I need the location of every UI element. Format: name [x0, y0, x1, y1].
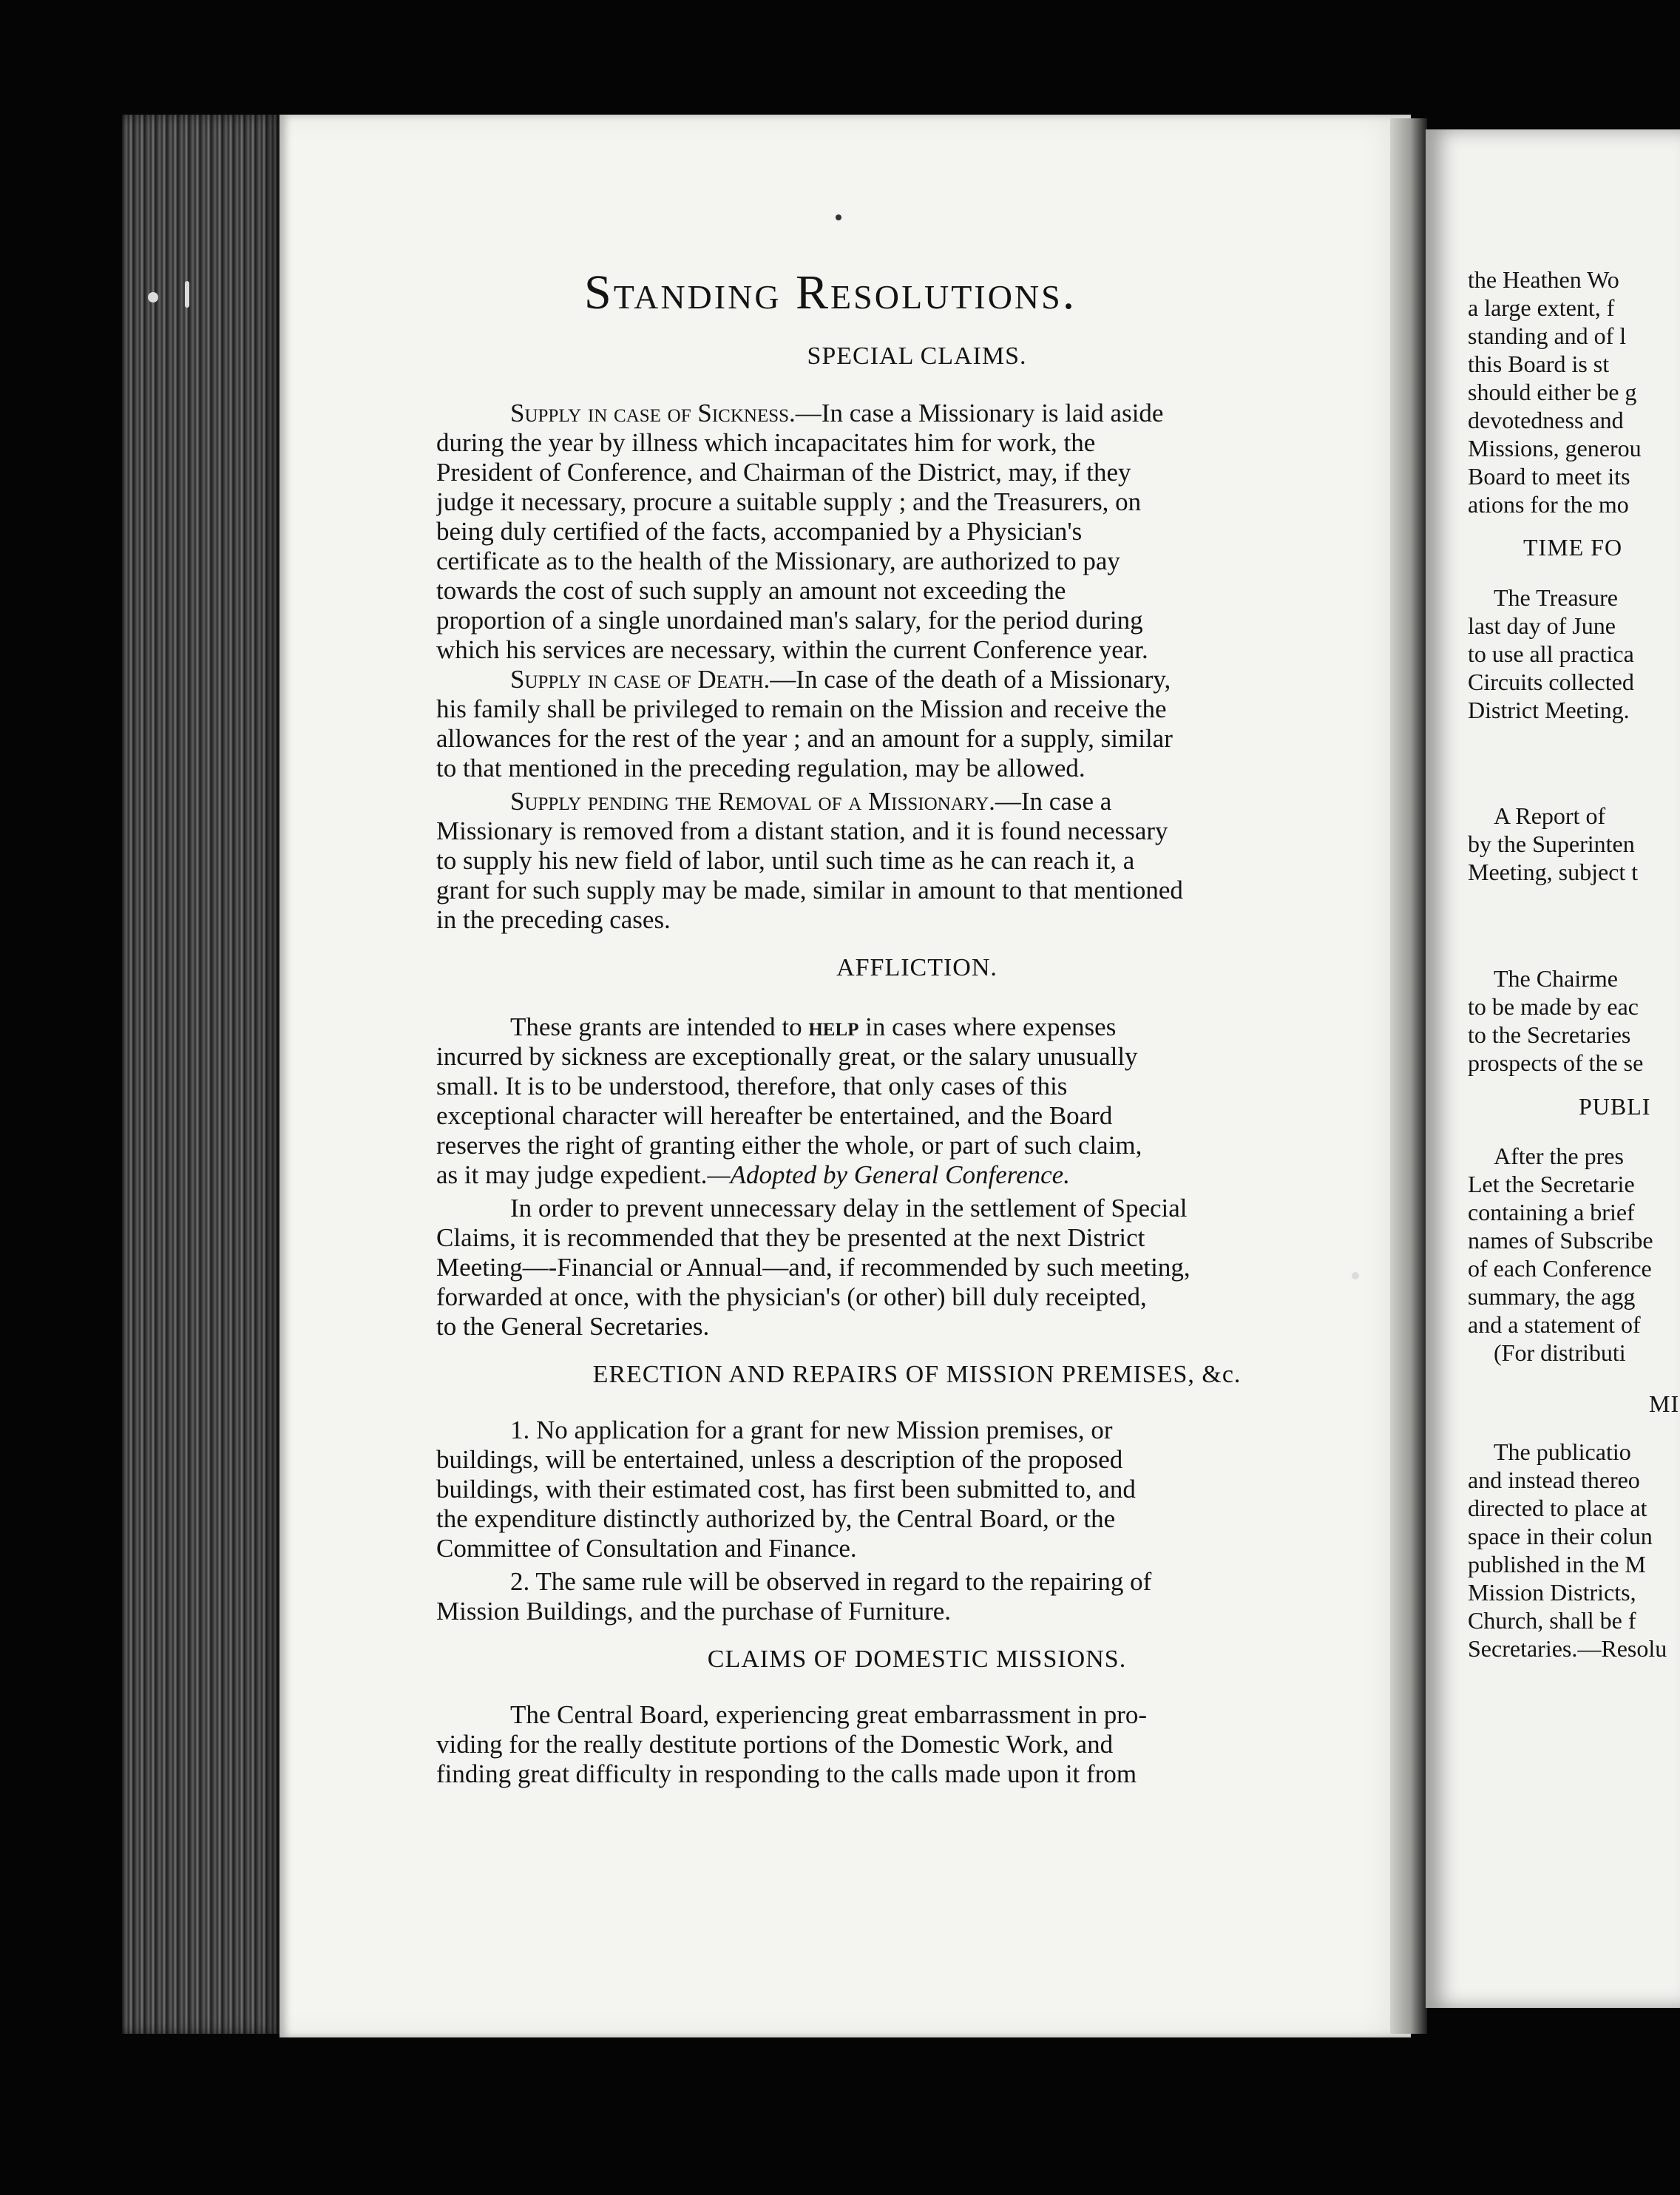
page-mark	[836, 214, 841, 220]
paragraph-line: during the year by illness which incapacitates him for work, the	[436, 429, 1096, 457]
paragraph-line: Meeting, subject t	[1468, 859, 1639, 885]
paragraph-line: Supply pending the Removal of a Missionary.—In case a	[510, 788, 1112, 816]
paragraph-line: Committee of Consultation and Finance.	[436, 1535, 857, 1563]
paragraph-line: should either be g	[1468, 379, 1637, 405]
paragraph-line: judge it necessary, procure a suitable supply ; and the Treasurers, on	[436, 488, 1142, 516]
paragraph-line: Mission Buildings, and the purchase of Furniture.	[436, 1597, 952, 1626]
paragraph-line: names of Subscribe	[1468, 1227, 1653, 1254]
paragraph-line: forwarded at once, with the physician's (or other) bill duly receipted,	[436, 1283, 1147, 1311]
paragraph-line: to use all practica	[1468, 640, 1634, 667]
section-heading-misc: MI	[1649, 1390, 1680, 1417]
paragraph-line: the Heathen Wo	[1468, 266, 1619, 293]
paragraph-line: 1. No application for a grant for new Mission premises, or	[510, 1416, 1113, 1444]
paragraph-line: his family shall be privileged to remain on the Mission and receive the	[436, 695, 1167, 723]
paragraph-line: and instead thereo	[1468, 1467, 1640, 1493]
paragraph-line: and a statement of	[1468, 1311, 1641, 1338]
paragraph-line: standing and of l	[1468, 322, 1627, 349]
paragraph-line: grant for such supply may be made, similar in amount to that mentioned	[436, 876, 1183, 904]
adoption-note: —Adopted by General Conference.	[707, 1161, 1070, 1189]
paragraph-line: Claims, it is recommended that they be presented at the next District	[436, 1224, 1145, 1252]
paragraph-line: certificate as to the health of the Missionary, are authorized to pay	[436, 547, 1120, 575]
paragraph-line: exceptional character will hereafter be entertained, and the Board	[436, 1102, 1113, 1130]
paragraph-line: Meeting—-Financial or Annual—and, if recommended by such meeting,	[436, 1254, 1190, 1282]
paragraph-line: in the preceding cases.	[436, 906, 671, 934]
paragraph-line: towards the cost of such supply an amount not exceeding the	[436, 577, 1066, 605]
paragraph-line: (For distributi	[1494, 1339, 1626, 1366]
paragraph-line: The Treasure	[1494, 584, 1618, 611]
paragraph-line: last day of June	[1468, 612, 1616, 639]
section-heading-erection: ERECTION AND REPAIRS OF MISSION PREMISES, &c.	[592, 1361, 1242, 1388]
paragraph-line: of each Conference	[1468, 1255, 1652, 1282]
page-title: Standing Resolutions.	[584, 266, 1077, 319]
paragraph-line: President of Conference, and Chairman of the District, may, if they	[436, 459, 1131, 487]
paragraph-line: containing a brief	[1468, 1199, 1635, 1225]
paragraph-line: summary, the agg	[1468, 1283, 1636, 1310]
paragraph-line: reserves the right of granting either the whole, or part of such claim,	[436, 1132, 1142, 1160]
paragraph-line: to the General Secretaries.	[436, 1313, 710, 1341]
section-heading-domestic: CLAIMS OF DOMESTIC MISSIONS.	[707, 1646, 1127, 1673]
paragraph-line: to that mentioned in the preceding regulation, may be allowed.	[436, 754, 1085, 782]
paragraph-line: buildings, with their estimated cost, has first been submitted to, and	[436, 1475, 1136, 1504]
paragraph-line: ations for the mo	[1468, 491, 1629, 518]
run-in-heading: Supply pending the Removal of a Missionary.	[510, 788, 995, 816]
paragraph-line: Missions, generou	[1468, 435, 1642, 461]
paragraph-line: by the Superinten	[1468, 831, 1635, 857]
paragraph-line: A Report of	[1494, 802, 1606, 829]
paragraph-line: to be made by eac	[1468, 993, 1639, 1020]
paragraph-line: Secretaries.—Resolu	[1468, 1635, 1667, 1662]
paragraph-line: incurred by sickness are exceptionally great, or the salary unusually	[436, 1043, 1138, 1071]
paragraph-line: being duly certified of the facts, accompanied by a Physician's	[436, 518, 1083, 546]
paragraph-line: proportion of a single unordained man's salary, for the period during	[436, 606, 1143, 635]
paragraph-line: which his services are necessary, within the current Conference year.	[436, 636, 1148, 664]
paragraph-line: small. It is to be understood, therefore, that only cases of this	[436, 1072, 1068, 1100]
paragraph-line: as it may judge expedient.—Adopted by General Conference.	[436, 1161, 1070, 1189]
run-in-heading: Supply in case of Sickness.	[510, 399, 796, 427]
paragraph-line: Mission Districts,	[1468, 1579, 1636, 1606]
paragraph-line: Supply in case of Sickness.—In case a Missionary is laid aside	[510, 399, 1164, 427]
dust-speck	[148, 292, 158, 302]
paragraph-line: Let the Secretarie	[1468, 1171, 1635, 1197]
paragraph-line: directed to place at	[1468, 1495, 1647, 1521]
dust-speck	[185, 281, 189, 308]
paragraph-line: In order to prevent unnecessary delay in the settlement of Special	[510, 1194, 1188, 1222]
paragraph-line: Board to meet its	[1468, 463, 1630, 490]
paragraph-line: buildings, will be entertained, unless a description of the proposed	[436, 1446, 1123, 1474]
paragraph-line: prospects of the se	[1468, 1049, 1644, 1076]
paragraph-line: After the pres	[1494, 1143, 1624, 1169]
section-heading-publication: PUBLI	[1579, 1093, 1651, 1120]
page-block-edge	[122, 115, 281, 2034]
paragraph-line: a large extent, f	[1468, 294, 1615, 321]
paragraph-line: to the Secretaries	[1468, 1021, 1631, 1048]
paragraph-line: finding great difficulty in responding to the calls made upon it from	[436, 1760, 1137, 1788]
section-heading-time: TIME FO	[1523, 534, 1623, 561]
paragraph-line: The Central Board, experiencing great embarrassment in pro-	[510, 1701, 1148, 1729]
paragraph-line: devotedness and	[1468, 407, 1624, 433]
paragraph-line: Missionary is removed from a distant station, and it is found necessary	[436, 817, 1168, 845]
emphasis-help: help	[808, 1013, 859, 1041]
paragraph-line: The Chairme	[1494, 965, 1618, 992]
paragraph-line: allowances for the rest of the year ; and an amount for a supply, similar	[436, 725, 1173, 753]
paragraph-line: Supply in case of Death.—In case of the death of a Missionary,	[510, 666, 1171, 694]
paragraph-line: The publicatio	[1494, 1438, 1631, 1465]
section-heading-affliction: AFFLICTION.	[836, 954, 998, 981]
paragraph-line: 2. The same rule will be observed in regard to the repairing of	[510, 1568, 1152, 1596]
paragraph-line: the expenditure distinctly authorized by, the Central Board, or the	[436, 1505, 1116, 1533]
book-gutter	[1390, 118, 1427, 2034]
run-in-heading: Supply in case of Death.	[510, 666, 770, 694]
paragraph-line: Circuits collected	[1468, 669, 1634, 695]
paragraph-line: viding for the really destitute portions of the Domestic Work, and	[436, 1731, 1114, 1759]
section-heading-special-claims: SPECIAL CLAIMS.	[807, 342, 1027, 370]
paragraph-line: this Board is st	[1468, 351, 1610, 377]
paragraph-line: Church, shall be f	[1468, 1607, 1636, 1634]
paragraph-line: District Meeting.	[1468, 697, 1630, 723]
paragraph-line: space in their colun	[1468, 1523, 1653, 1549]
paragraph-line: These grants are intended to help in cases where expenses	[510, 1013, 1117, 1041]
paragraph-line: published in the M	[1468, 1551, 1646, 1577]
paragraph-line: to supply his new field of labor, until such time as he can reach it, a	[436, 847, 1135, 875]
